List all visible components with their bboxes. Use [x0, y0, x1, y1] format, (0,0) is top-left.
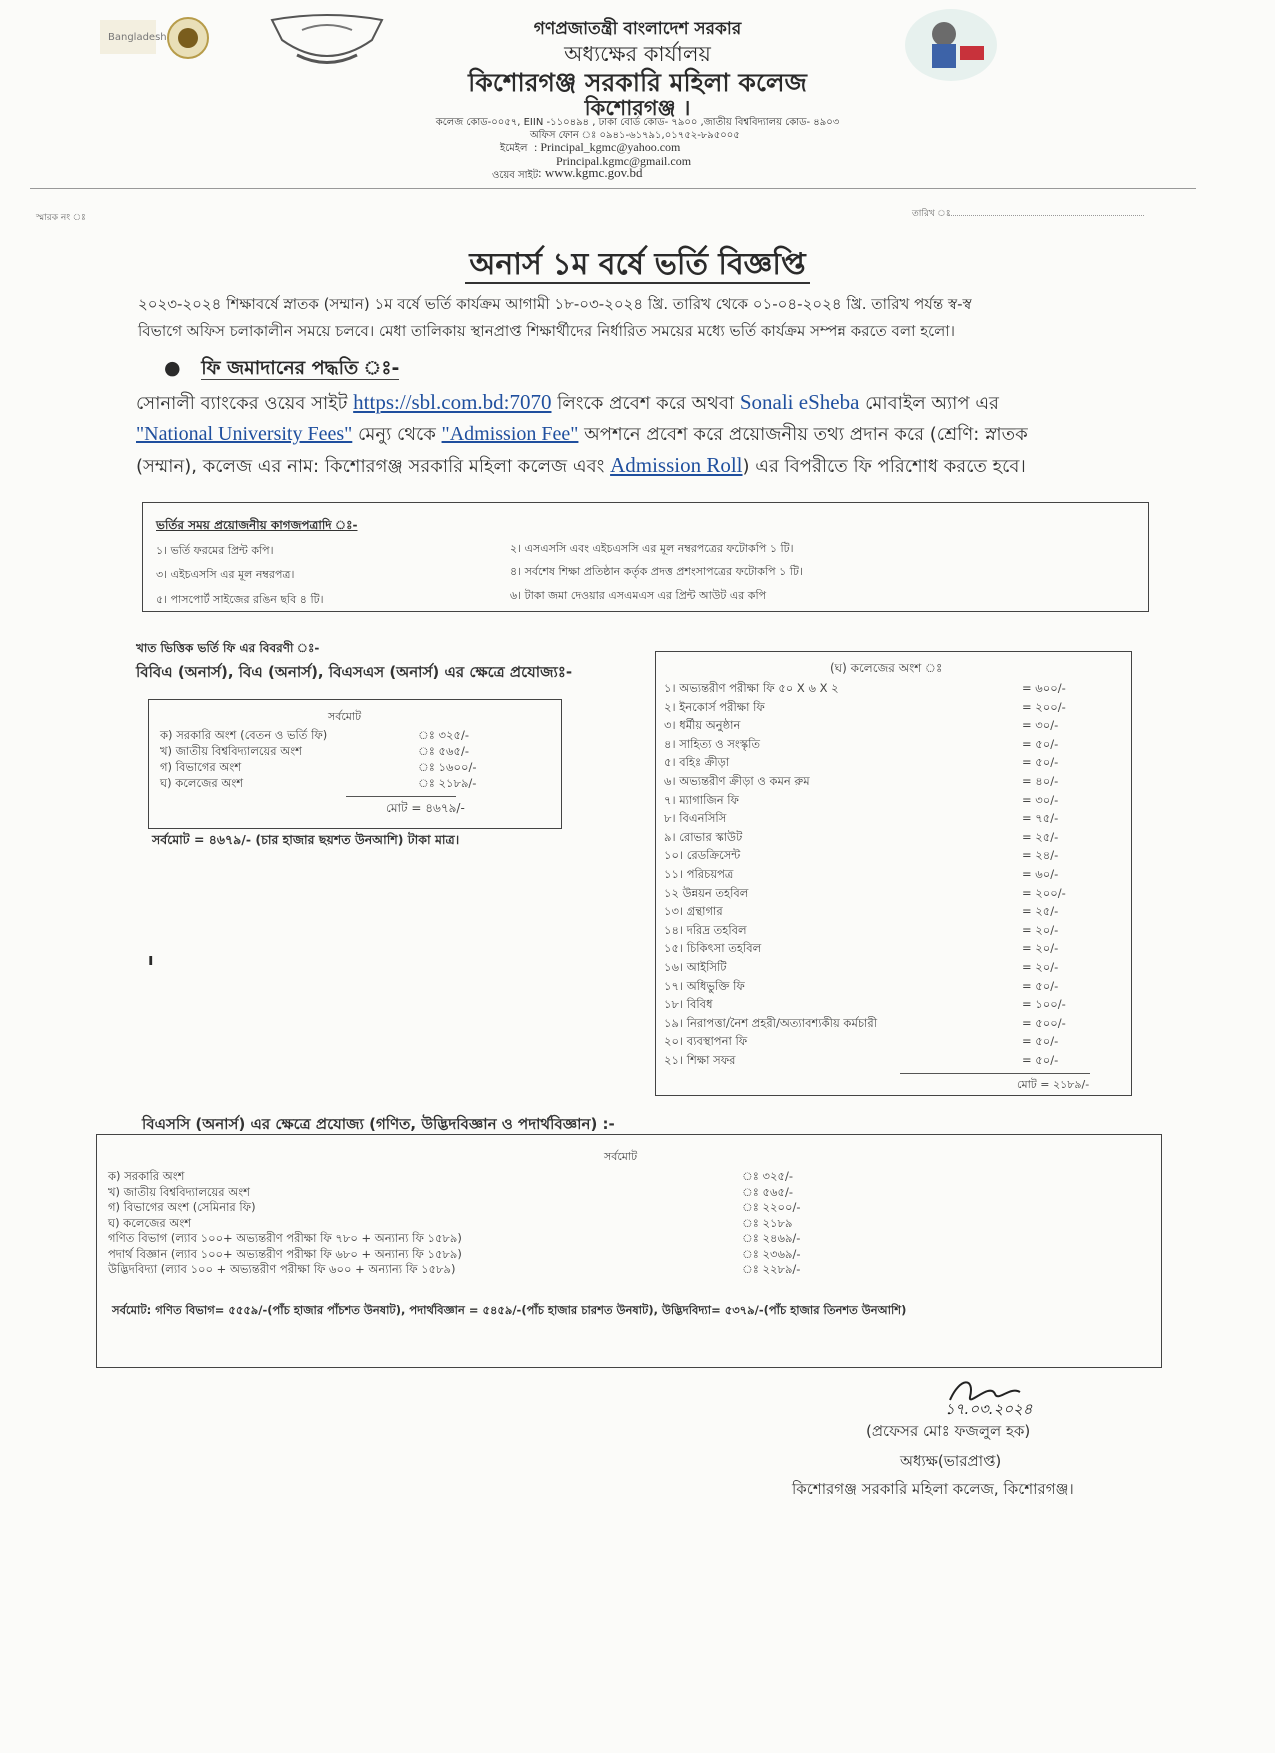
college-row-value: = ৫০/-: [1022, 755, 1059, 770]
college-row-label: ১৮। বিবিধ: [664, 997, 713, 1012]
college-row-value: = ২০/-: [1022, 960, 1059, 974]
document-item-4: ৪। সর্বশেষ শিক্ষা প্রতিষ্ঠান কর্তৃক প্রদত্ত প্রশংসাপত্রের ফটোকপি ১ টি।: [510, 565, 803, 578]
bsc-row-label: গণিত বিভাগ (ল্যাব ১০০+ অভ্যন্তরীণ পরীক্ষা ফি ৭৮০ + অন্যান্য ফি ১৫৮৯): [108, 1231, 462, 1245]
signatory-name: (প্রফেসর মোঃ ফজলুল হক): [866, 1422, 1031, 1440]
bba-row-label: ক) সরকারি অংশ (বেতন ও ভর্তি ফি): [160, 728, 328, 742]
college-row-value: = ৫০/-: [1022, 736, 1059, 751]
college-row-label: ১৭। অধিভুক্তি ফি: [664, 978, 745, 993]
college-row-label: ৯। রোভার স্কাউট: [664, 829, 743, 844]
bsc-row-value: ঃ ২২৮৯/-: [742, 1262, 801, 1276]
bsc-row-label: পদার্থ বিজ্ঞান (ল্যাব ১০০+ অভ্যন্তরীণ পরীক্ষা ফি ৬৮০ + অন্যান্য ফি ১৫৮৯): [108, 1246, 462, 1261]
bba-total: মোট = ৪৬৭৯/-: [386, 801, 465, 815]
college-row-label: ১৪। দরিদ্র তহবিল: [664, 922, 747, 937]
document-item-6: ৬। টাকা জমা দেওয়ার এসএমএস এর প্রিন্ট আউট এর কপি: [510, 589, 767, 602]
college-row-label: ২০। ব্যবস্থাপনা ফি: [664, 1034, 748, 1049]
college-row-label: ১২ উন্নয়ন তহবিল: [664, 885, 749, 900]
college-share-heading: (ঘ) কলেজের অংশ ঃ: [830, 661, 943, 675]
bsc-row-value: ঃ ৫৬৫/-: [742, 1184, 793, 1199]
college-row-label: ৩। ধর্মীয় অনুষ্ঠান: [664, 718, 741, 733]
college-row-value: = ৩০/-: [1022, 718, 1059, 733]
fee-line2-d: অপশনে প্রবেশ করে প্রয়োজনীয় তথ্য প্রদান করে (শ্রেণি: স্নাতক: [584, 424, 1028, 445]
signatory-designation: অধ্যক্ষ(ভারপ্রাপ্ত): [900, 1452, 1002, 1470]
bsc-grand-total: সর্বমোট: গণিত বিভাগ= ৫৫৫৯/-(পাঁচ হাজার পাঁচশত উনষাট), পদার্থবিজ্ঞান = ৫৪৫৯/-(পাঁচ হাজার চারশত উনষাট), উদ্ভিদবিদ্যা= ৫৩৭৯/-(পাঁচ হাজার তিনশত উনআশি): [112, 1303, 907, 1317]
fee-method-line-1: [136, 386, 999, 420]
header-office-phone: অফিস ফোন ঃ ০৯৪১-৬১৭৯১,০১৭৫২-৮৯৫০০৫: [530, 130, 740, 141]
signatory-institution: কিশোরগঞ্জ সরকারি মহিলা কলেজ, কিশোরগঞ্জ।: [792, 1480, 1074, 1498]
bsc-row-value: ঃ ৩২৫/-: [742, 1169, 793, 1183]
college-row-value: = ২০০/-: [1022, 699, 1066, 714]
header-email2: Principal.kgmc@gmail.com: [556, 154, 692, 168]
bsc-row-label: খ) জাতীয় বিশ্ববিদ্যালয়ের অংশ: [108, 1184, 250, 1199]
college-row-label: ৪। সাহিত্য ও সংস্কৃতি: [664, 736, 760, 751]
bba-row-value: ঃ ৫৬৫/-: [418, 744, 469, 758]
date-label: তারিখ ঃ: [912, 209, 951, 219]
college-share-total: মোট = ২১৮৯/-: [1017, 1078, 1090, 1091]
college-row-label: ১। অভ্যন্তরীণ পরীক্ষা ফি ৫০ X ৬ X ২: [664, 681, 839, 695]
fee-line1-b: লিংকে প্রবেশ করে অথবা: [557, 393, 735, 414]
fee-line3-b: ) এর বিপরীতে ফি পরিশোধ করতে হবে।: [742, 456, 1026, 477]
college-row-label: ১১। পরিচয়পত্র: [664, 867, 734, 881]
bba-row-value: ঃ ১৬০০/-: [418, 760, 477, 774]
college-row-value: = ৫০/-: [1022, 978, 1059, 993]
college-row-value: = ২০/-: [1022, 922, 1059, 937]
college-row-label: ৫। বহিঃ ক্রীড়া: [664, 755, 730, 770]
college-row-value: = ৭৫/-: [1022, 811, 1059, 826]
bba-total-rule: [346, 796, 456, 797]
college-row-label: ৬। অভ্যন্তরীণ ক্রীড়া ও কমন রুম: [664, 774, 810, 788]
header-web: : www.kgmc.gov.bd: [538, 165, 643, 180]
college-row-value: = ২০০/-: [1022, 885, 1066, 900]
document-item-1: ১। ভর্তি ফরমের প্রিন্ট কপি।: [156, 544, 274, 557]
fee-method-heading-text: ফি জমাদানের পদ্ধতি ঃ-: [201, 357, 400, 379]
header-office: অধ্যক্ষের কার্যালয়: [564, 42, 711, 66]
fee-line1-d: মোবাইল অ্যাপ এর: [865, 393, 999, 414]
fee-method-line-3: [136, 449, 1026, 483]
college-row-label: ১০। রেডক্রিসেন্ট: [664, 848, 741, 863]
documents-heading: ভর্তির সময় প্রয়োজনীয় কাগজপত্রাদি ঃ-: [156, 518, 358, 532]
college-row-value: = ৩০/-: [1022, 792, 1059, 807]
fee-method-line-2: [136, 418, 1028, 451]
fee-line1-a: সোনালী ব্যাংকের ওয়েব সাইট: [136, 393, 348, 414]
college-row-label: ৮। বিএনসিসি: [664, 811, 727, 826]
college-row-value: = ৪০/-: [1022, 774, 1059, 788]
header-codes: কলেজ কোড-০০৫৭, EIIN -১১০৪৯৪ , ঢাকা বোর্ড কোড- ৭৯০০ ,জাতীয় বিশ্ববিদ্যালয় কোড- ৪৯০৩: [435, 117, 840, 128]
college-row-label: ৭। ম্যাগাজিন ফি: [664, 792, 739, 807]
ref-number-label: স্মারক নং ঃ: [36, 213, 86, 223]
college-row-value: = ৫০/-: [1022, 1053, 1059, 1067]
document-item-3: ৩। এইচএসসি এর মূল নম্বরপত্র।: [156, 568, 295, 581]
bsc-row-value: ঃ ২৩৬৯/-: [742, 1246, 801, 1261]
notice-title: [0, 240, 1275, 291]
college-row-value: = ১০০/-: [1022, 997, 1066, 1012]
header-district: কিশোরগঞ্জ ।: [584, 96, 691, 120]
fee-method-heading: [164, 354, 399, 386]
bsc-row-value: ঃ ২৪৬৯/-: [742, 1231, 801, 1245]
college-row-label: ২১। শিক্ষা সফর: [664, 1053, 736, 1067]
notice-title-text: অনার্স ১ম বর্ষে ভর্তি বিজ্ঞপ্তি: [465, 247, 809, 284]
bba-ba-bss-heading: বিবিএ (অনার্স), বিএ (অনার্স), বিএসএস (অনার্স) এর ক্ষেত্রে প্রযোজ্যঃ-: [136, 663, 573, 681]
bsc-row-value: ঃ ২১৮৯: [742, 1215, 793, 1230]
college-row-label: ১৩। গ্রন্থাগার: [664, 904, 723, 919]
bba-row-value: ঃ ২১৮৯/-: [418, 776, 477, 790]
bsc-row-label: ঘ) কলেজের অংশ: [108, 1215, 192, 1230]
header-divider: [30, 188, 1196, 189]
bba-table-title: সর্বমোট: [328, 710, 362, 723]
admission-roll-text: Admission Roll: [610, 453, 743, 477]
bba-row-value: ঃ ৩২৫/-: [418, 728, 469, 742]
bsc-heading: বিএসসি (অনার্স) এর ক্ষেত্রে প্রযোজ্য (গণিত, উদ্ভিদবিজ্ঞান ও পদার্থবিজ্ঞান) :-: [142, 1115, 615, 1133]
header-web-label: ওয়েব সাইট: [492, 170, 539, 181]
college-row-label: ১৫। চিকিৎসা তহবিল: [664, 941, 762, 956]
bullet-icon: ●: [164, 357, 181, 379]
college-row-value: = ২৫/-: [1022, 829, 1059, 844]
header-college: কিশোরগঞ্জ সরকারি মহিলা কলেজ: [468, 68, 807, 97]
bba-row-label: ঘ) কলেজের অংশ: [160, 776, 244, 790]
bba-grand-total: সর্বমোট = ৪৬৭৯/- (চার হাজার ছয়শত উনআশি) টাকা মাত্র।: [152, 832, 460, 847]
fee-breakdown-heading: খাত ভিত্তিক ভর্তি ফি এর বিবরণী ঃ-: [136, 641, 320, 655]
date-dotted-line: [948, 215, 1144, 216]
bsc-row-label: উদ্ভিদবিদ্যা (ল্যাব ১০০ + অভ্যন্তরীণ পরীক্ষা ফি ৬০০ + অন্যান্য ফি ১৫৮৯): [108, 1262, 456, 1276]
fee-line3-a: (সম্মান), কলেজ এর নাম: কিশোরগঞ্জ সরকারি মহিলা কলেজ এবং: [136, 456, 605, 477]
bsc-table-title: সর্বমোট: [604, 1150, 638, 1163]
header-gov: গণপ্রজাতন্ত্রী বাংলাদেশ সরকার: [533, 19, 742, 39]
college-row-label: ২। ইনকোর্স পরীক্ষা ফি: [664, 699, 765, 714]
intro-line-1: ২০২৩-২০২৪ শিক্ষাবর্ষে স্নাতক (সম্মান) ১ম বর্ষে ভর্তি কার্যক্রম আগামী ১৮-০৩-২০২৪ খ্রি. তারিখ থেকে ০১-০৪-২০২৪ খ্রি. তারিখ পর্যন্ত স্ব-স্ব: [138, 295, 972, 313]
bba-row-label: খ) জাতীয় বিশ্ববিদ্যালয়ের অংশ: [160, 744, 302, 758]
sonali-esheba-text: Sonali eSheba: [739, 390, 860, 414]
admission-fee-text: "Admission Fee": [441, 423, 579, 445]
document-item-5: ৫। পাসপোর্ট সাইজের রঙিন ছবি ৪ টি।: [156, 593, 324, 606]
bsc-row-label: ক) সরকারি অংশ: [108, 1169, 185, 1183]
college-row-label: ১৯। নিরাপত্তা/নৈশ প্রহরী/অত্যাবশ্যকীয় কর্মচারী: [664, 1015, 877, 1030]
header-email1: : Principal_kgmc@yahoo.com: [534, 140, 681, 154]
national-university-fees-text: "National University Fees": [136, 423, 353, 445]
intro-line-2: বিভাগে অফিস চলাকালীন সময়ে চলবে। মেধা তালিকায় স্থানপ্রাপ্ত শিক্ষার্থীদের নির্ধারিত সময়ের মধ্যে ভর্তি কার্যক্রম সম্পন্ন করতে বলা হলো।: [138, 322, 955, 340]
signature-date: ১৭.০৩.২০২৪: [945, 1400, 1033, 1418]
college-total-rule: [900, 1073, 1090, 1074]
college-row-label: ১৬। আইসিটি: [664, 960, 727, 974]
header-email-label: ইমেইল: [500, 143, 528, 154]
college-row-value: = ৫০০/-: [1022, 1015, 1066, 1030]
college-row-value: = ৬০/-: [1022, 867, 1059, 881]
left-logo-text: Bangladesh: [108, 32, 167, 43]
bba-row-label: গ) বিভাগের অংশ: [160, 760, 242, 774]
college-row-value: = ২০/-: [1022, 941, 1059, 956]
college-row-value: = ৬০০/-: [1022, 681, 1066, 695]
stray-mark: ı: [148, 950, 154, 969]
document-item-2: ২। এসএসসি এবং এইচএসসি এর মূল নম্বরপত্রের ফটোকপি ১ টি।: [510, 542, 794, 555]
college-row-value: = ৫০/-: [1022, 1034, 1059, 1049]
college-row-value: = ২৫/-: [1022, 904, 1059, 919]
bsc-row-value: ঃ ২২০০/-: [742, 1200, 801, 1214]
sbl-link[interactable]: https://sbl.com.bd:7070: [353, 390, 552, 414]
bsc-row-label: গ) বিভাগের অংশ (সেমিনার ফি): [108, 1200, 256, 1214]
fee-line2-b: মেন্যু থেকে: [358, 424, 436, 445]
college-row-value: = ২৪/-: [1022, 848, 1059, 863]
